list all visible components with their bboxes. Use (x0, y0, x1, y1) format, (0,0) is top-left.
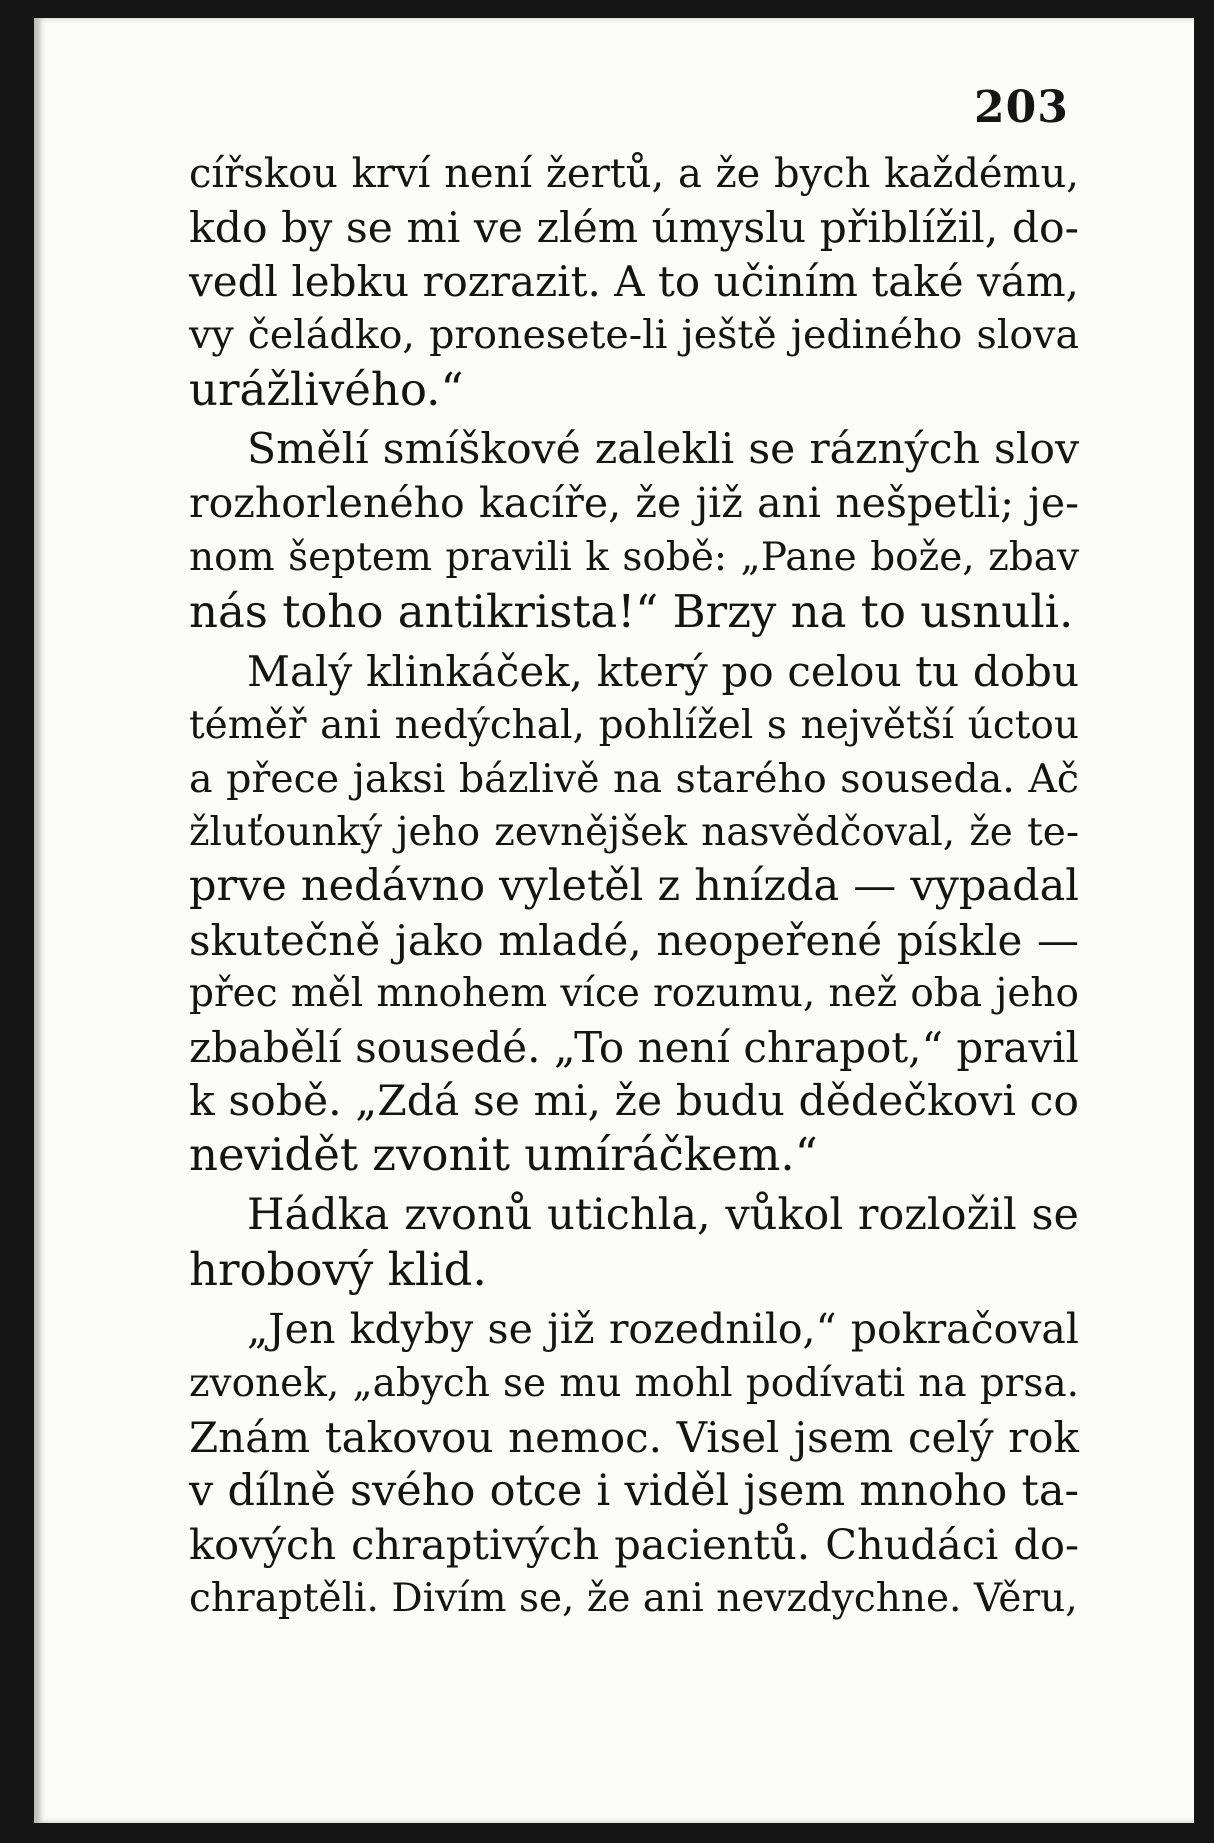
text-line: skutečně jako mladé, neopeřené pískle — (189, 915, 1079, 965)
text-line: vy čeládko, pronesete-li ještě jediného slova (189, 312, 1079, 359)
text-line: kových chraptivých pacientů. Chudáci do- (189, 1520, 1079, 1570)
paragraph (189, 1303, 1079, 1625)
text-line: v dílně svého otce i viděl jsem mnoho ta- (189, 1465, 1079, 1516)
page-number: 203 (974, 82, 1069, 133)
paragraph (189, 423, 1079, 638)
text-line: Znám takovou nemoc. Visel jsem celý rok (189, 1412, 1079, 1462)
text-line: k sobě. „Zdá se mi, že budu dědečkovi co (189, 1076, 1079, 1126)
text-line: žluťounký jeho zevnějšek nasvědčoval, že te- (189, 810, 1079, 856)
text-line: chraptěli. Divím se, že ani nevzdychne. Věru, (189, 1575, 1078, 1621)
text-line: nom šeptem pravili k sobě: „Pane bože, zbav (189, 534, 1079, 580)
text-line: přec měl mnohem více rozumu, než oba jeho (189, 971, 1079, 1017)
paragraph (189, 148, 1079, 416)
text-line: Malý klinkáček, který po celou tu dobu (247, 647, 1079, 697)
text-line: urážlivého.“ (189, 362, 464, 416)
text-line: cířskou krví není žertů, a že bych každému, (189, 151, 1079, 197)
text-line: Hádka zvonů utichla, vůkol rozložil se (247, 1190, 1079, 1241)
text-line: a přece jaksi bázlivě na starého souseda. Ač (189, 755, 1079, 802)
book-page (34, 18, 1194, 1823)
text-line: Smělí smíškové zalekli se rázných slov (247, 425, 1079, 475)
paragraph (189, 645, 1079, 1182)
text-line: vedl lebku rozrazit. A to učiním také vám, (189, 257, 1079, 307)
body-text (189, 148, 1079, 1626)
text-line: nás toho antikrista!“ Brzy na to usnuli. (189, 584, 1074, 638)
text-line: zvonek, „abych se mu mohl podívati na prsa. (189, 1361, 1079, 1407)
text-line: hrobový klid. (189, 1242, 487, 1296)
text-line: téměř ani nedýchal, pohlížel s největší úctou (189, 702, 1079, 748)
text-line: kdo by se mi ve zlém úmyslu přiblížil, do- (189, 203, 1079, 253)
text-line: „Jen kdyby se již rozednilo,“ pokračoval (247, 1305, 1079, 1354)
text-line: zbabělí sousedé. „To není chrapot,“ pravil (189, 1023, 1079, 1072)
text-line: prve nedávno vyletěl z hnízda — vypadal (189, 860, 1079, 911)
paragraph (189, 1189, 1079, 1296)
text-line: rozhorleného kacíře, že již ani nešpetli; je- (189, 479, 1079, 528)
text-line: nevidět zvonit umíráčkem.“ (189, 1128, 818, 1182)
